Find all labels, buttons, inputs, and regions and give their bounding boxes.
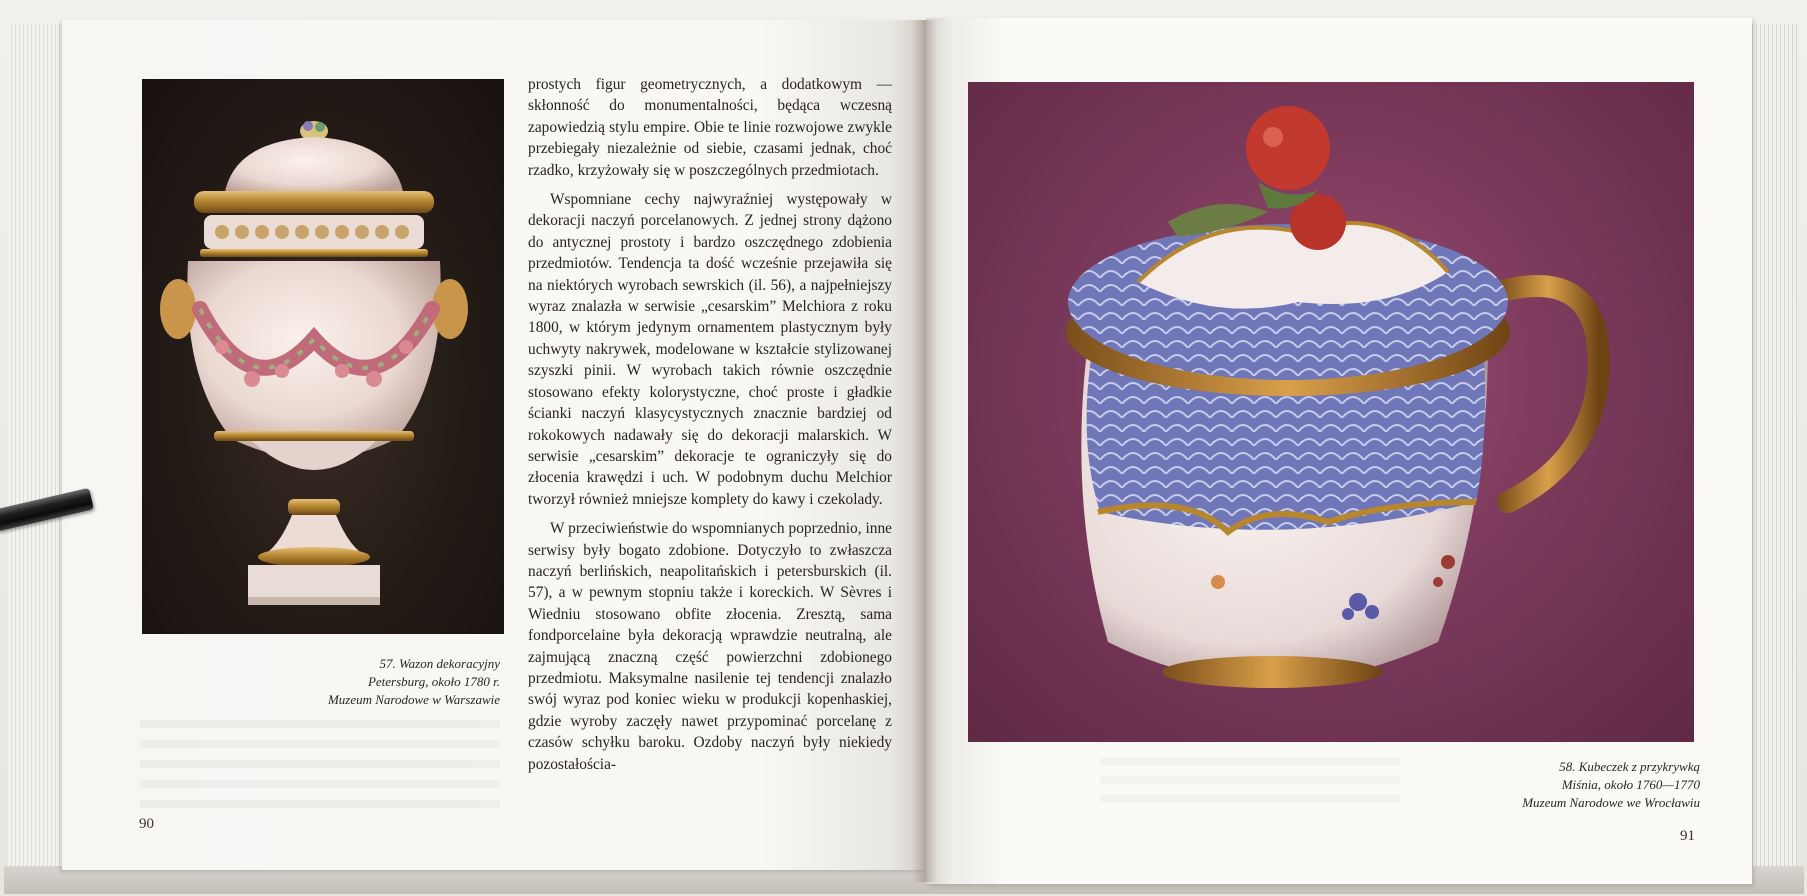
body-paragraph-3: W przeciwieństwie do wspomnianych poprzednio, inne serwisy były bogato zdobione. Dotyczyło to zwłaszcza naczyń berlińskich, neapolitańskich i petersburskich (il. 57), a w pewnym stopniu także i koreckich. W Sèvres i Wiedniu stosowano obfite złocenia. Zresztą, sama fondporcelaine była dekoracją wprawdzie neutralną, ale zajmującą znaczną część powierzchni zdobionego przedmiotu. Maksymalne nasilenie tej tendencji znalazło swój wyraz pod koniec wieku w produkcji kopenhaskiej, gdzie wyroby zaczęły nawet przypominać porcelanę z czasów schyłku baroku. Ozdoby naczyń były niekiedy pozostałościa- [528,520,892,773]
page-number-right: 91 [1680,828,1695,844]
show-through-text [140,720,500,810]
plate-57-caption-museum: Muzeum Narodowe w Warszawie [327,692,500,707]
plate-58-caption-museum: Muzeum Narodowe we Wrocławiu [1522,795,1700,810]
body-paragraph-1: prostych figur geometrycznych, a dodatkowym — skłonność do monumentalności, będąca wczesną zapowiedzią stylu empire. Obie te linie rozwojowe zwykle przebiegały niezależnie od siebie, czasami jednak, choć rzadko, krzyżowały się w poszczególnych przedmiotach. [528,76,892,179]
page-number-left: 90 [139,816,154,832]
plate-58-caption-title: 58. Kubeczek z przykrywką [1559,759,1700,774]
body-text [528,74,892,775]
vase-illustration [142,79,504,634]
plate-58-caption-place: Miśnia, około 1760—1770 [1561,777,1700,792]
plate-58-cup-image [968,82,1694,742]
book-gutter [912,20,938,882]
plate-57-caption [250,655,500,709]
plate-58-caption [1380,758,1700,812]
body-paragraph-2: Wspomniane cechy najwyraźniej występowały w dekoracji naczyń porcelanowych. Z jednej strony dążono do antycznej prostoty i bardzo oszczędnego zdobienia przedmiotów. Tendencja ta dość wcześnie przejawiła się na niektórych wyrobach sewrskich (il. 56), a najpełniejszy wyraz znalazła w serwisie „cesarskim” Melchiora z roku 1800, w którym jedynym ornamentem plastycznym były uchwyty nakrywek, modelowane w kształcie stylizowanej szyszki pinii. W wyrobach takich równie oszczędnie stosowano efekty kolorystyczne, choć proste i gładkie ścianki naczyń klasycystycznych znacznie bardziej od rokokowych nadawały się do dekoracji malarskich. W serwisie „cesarskim” dekoracje te ograniczyły się do złocenia krawędzi i uch. W podobnym duchu Melchior tworzył również mniejsze komplety do kawy i czekolady. [528,191,892,508]
cup-illustration [968,82,1694,742]
plate-57-caption-place: Petersburg, około 1780 r. [367,674,500,689]
show-through-text-right [1100,758,1400,806]
plate-57-vase-image [142,79,504,634]
left-page-edges [8,24,70,874]
right-page-edges [1745,24,1797,884]
plate-57-caption-title: 57. Wazon dekoracyjny [379,656,500,671]
